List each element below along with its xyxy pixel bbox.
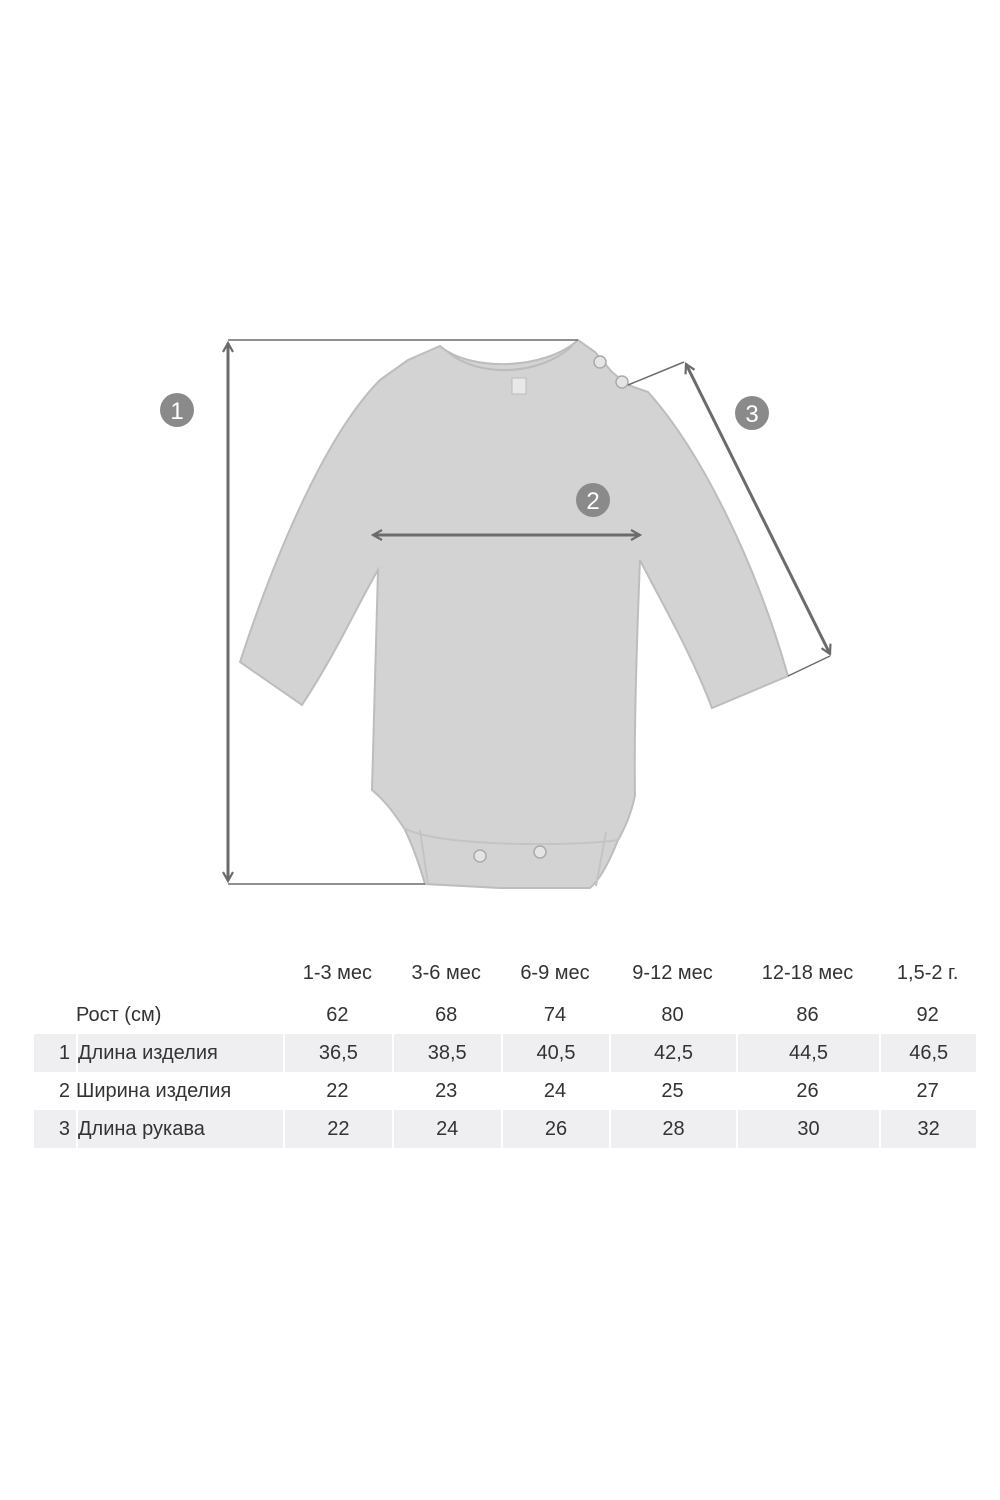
row-number: 3 <box>34 1110 76 1148</box>
table-cell: 28 <box>609 1110 735 1148</box>
table-cell: 38,5 <box>392 1034 501 1072</box>
table-cell: 80 <box>661 1003 684 1026</box>
marker-1-label: 1 <box>170 398 184 425</box>
crotch-snap <box>534 846 546 858</box>
table-cell: 24 <box>543 1079 567 1102</box>
row-label: Длина рукава <box>76 1110 283 1148</box>
size-header-row <box>34 950 976 996</box>
sleeve-guide-top <box>628 362 684 385</box>
size-chart-table <box>34 950 976 1148</box>
row-label: Длина изделия <box>76 1034 283 1072</box>
row-label: Ширина изделия <box>76 1079 232 1102</box>
shoulder-snap <box>616 376 628 388</box>
table-cell: 62 <box>326 1003 349 1026</box>
row-number: 1 <box>34 1034 76 1072</box>
table-cell: 86 <box>796 1003 819 1026</box>
sleeve-guide-bottom <box>788 656 830 676</box>
width-row <box>34 1072 976 1110</box>
table-cell: 24 <box>392 1110 501 1148</box>
table-cell: 68 <box>435 1003 458 1026</box>
row-number: 2 <box>58 1079 70 1102</box>
length-row <box>34 1034 976 1072</box>
table-cell: 25 <box>661 1079 684 1102</box>
height-row <box>34 996 976 1034</box>
table-cell: 40,5 <box>501 1034 610 1072</box>
size-column-header: 1,5-2 г. <box>896 961 959 984</box>
sleeve-row <box>34 1110 976 1148</box>
neck-label <box>512 378 526 394</box>
table-cell: 92 <box>916 1003 939 1026</box>
size-column-header: 1-3 мес <box>302 961 373 984</box>
table-cell: 26 <box>501 1110 610 1148</box>
shoulder-snap <box>594 356 606 368</box>
table-cell: 30 <box>736 1110 880 1148</box>
table-cell: 42,5 <box>609 1034 735 1072</box>
table-cell: 22 <box>326 1079 349 1102</box>
row-label: Рост (см) <box>76 1003 162 1026</box>
row-number <box>34 996 76 1034</box>
table-cell: 27 <box>916 1079 939 1102</box>
table-cell: 22 <box>283 1110 392 1148</box>
table-cell: 44,5 <box>736 1034 880 1072</box>
marker-2-label: 2 <box>586 488 600 515</box>
bodysuit-illustration <box>240 340 788 888</box>
table-cell: 46,5 <box>879 1034 976 1072</box>
size-column-header: 6-9 мес <box>520 961 590 984</box>
size-column-header: 12-18 мес <box>761 961 854 984</box>
crotch-snap <box>474 850 486 862</box>
table-cell: 26 <box>796 1079 819 1102</box>
marker-3-label: 3 <box>745 401 759 428</box>
table-cell: 32 <box>879 1110 976 1148</box>
table-cell: 36,5 <box>283 1034 392 1072</box>
size-column-header: 9-12 мес <box>632 961 713 984</box>
table-cell: 23 <box>435 1079 458 1102</box>
size-column-header: 3-6 мес <box>411 961 481 984</box>
table-cell: 74 <box>543 1003 567 1026</box>
